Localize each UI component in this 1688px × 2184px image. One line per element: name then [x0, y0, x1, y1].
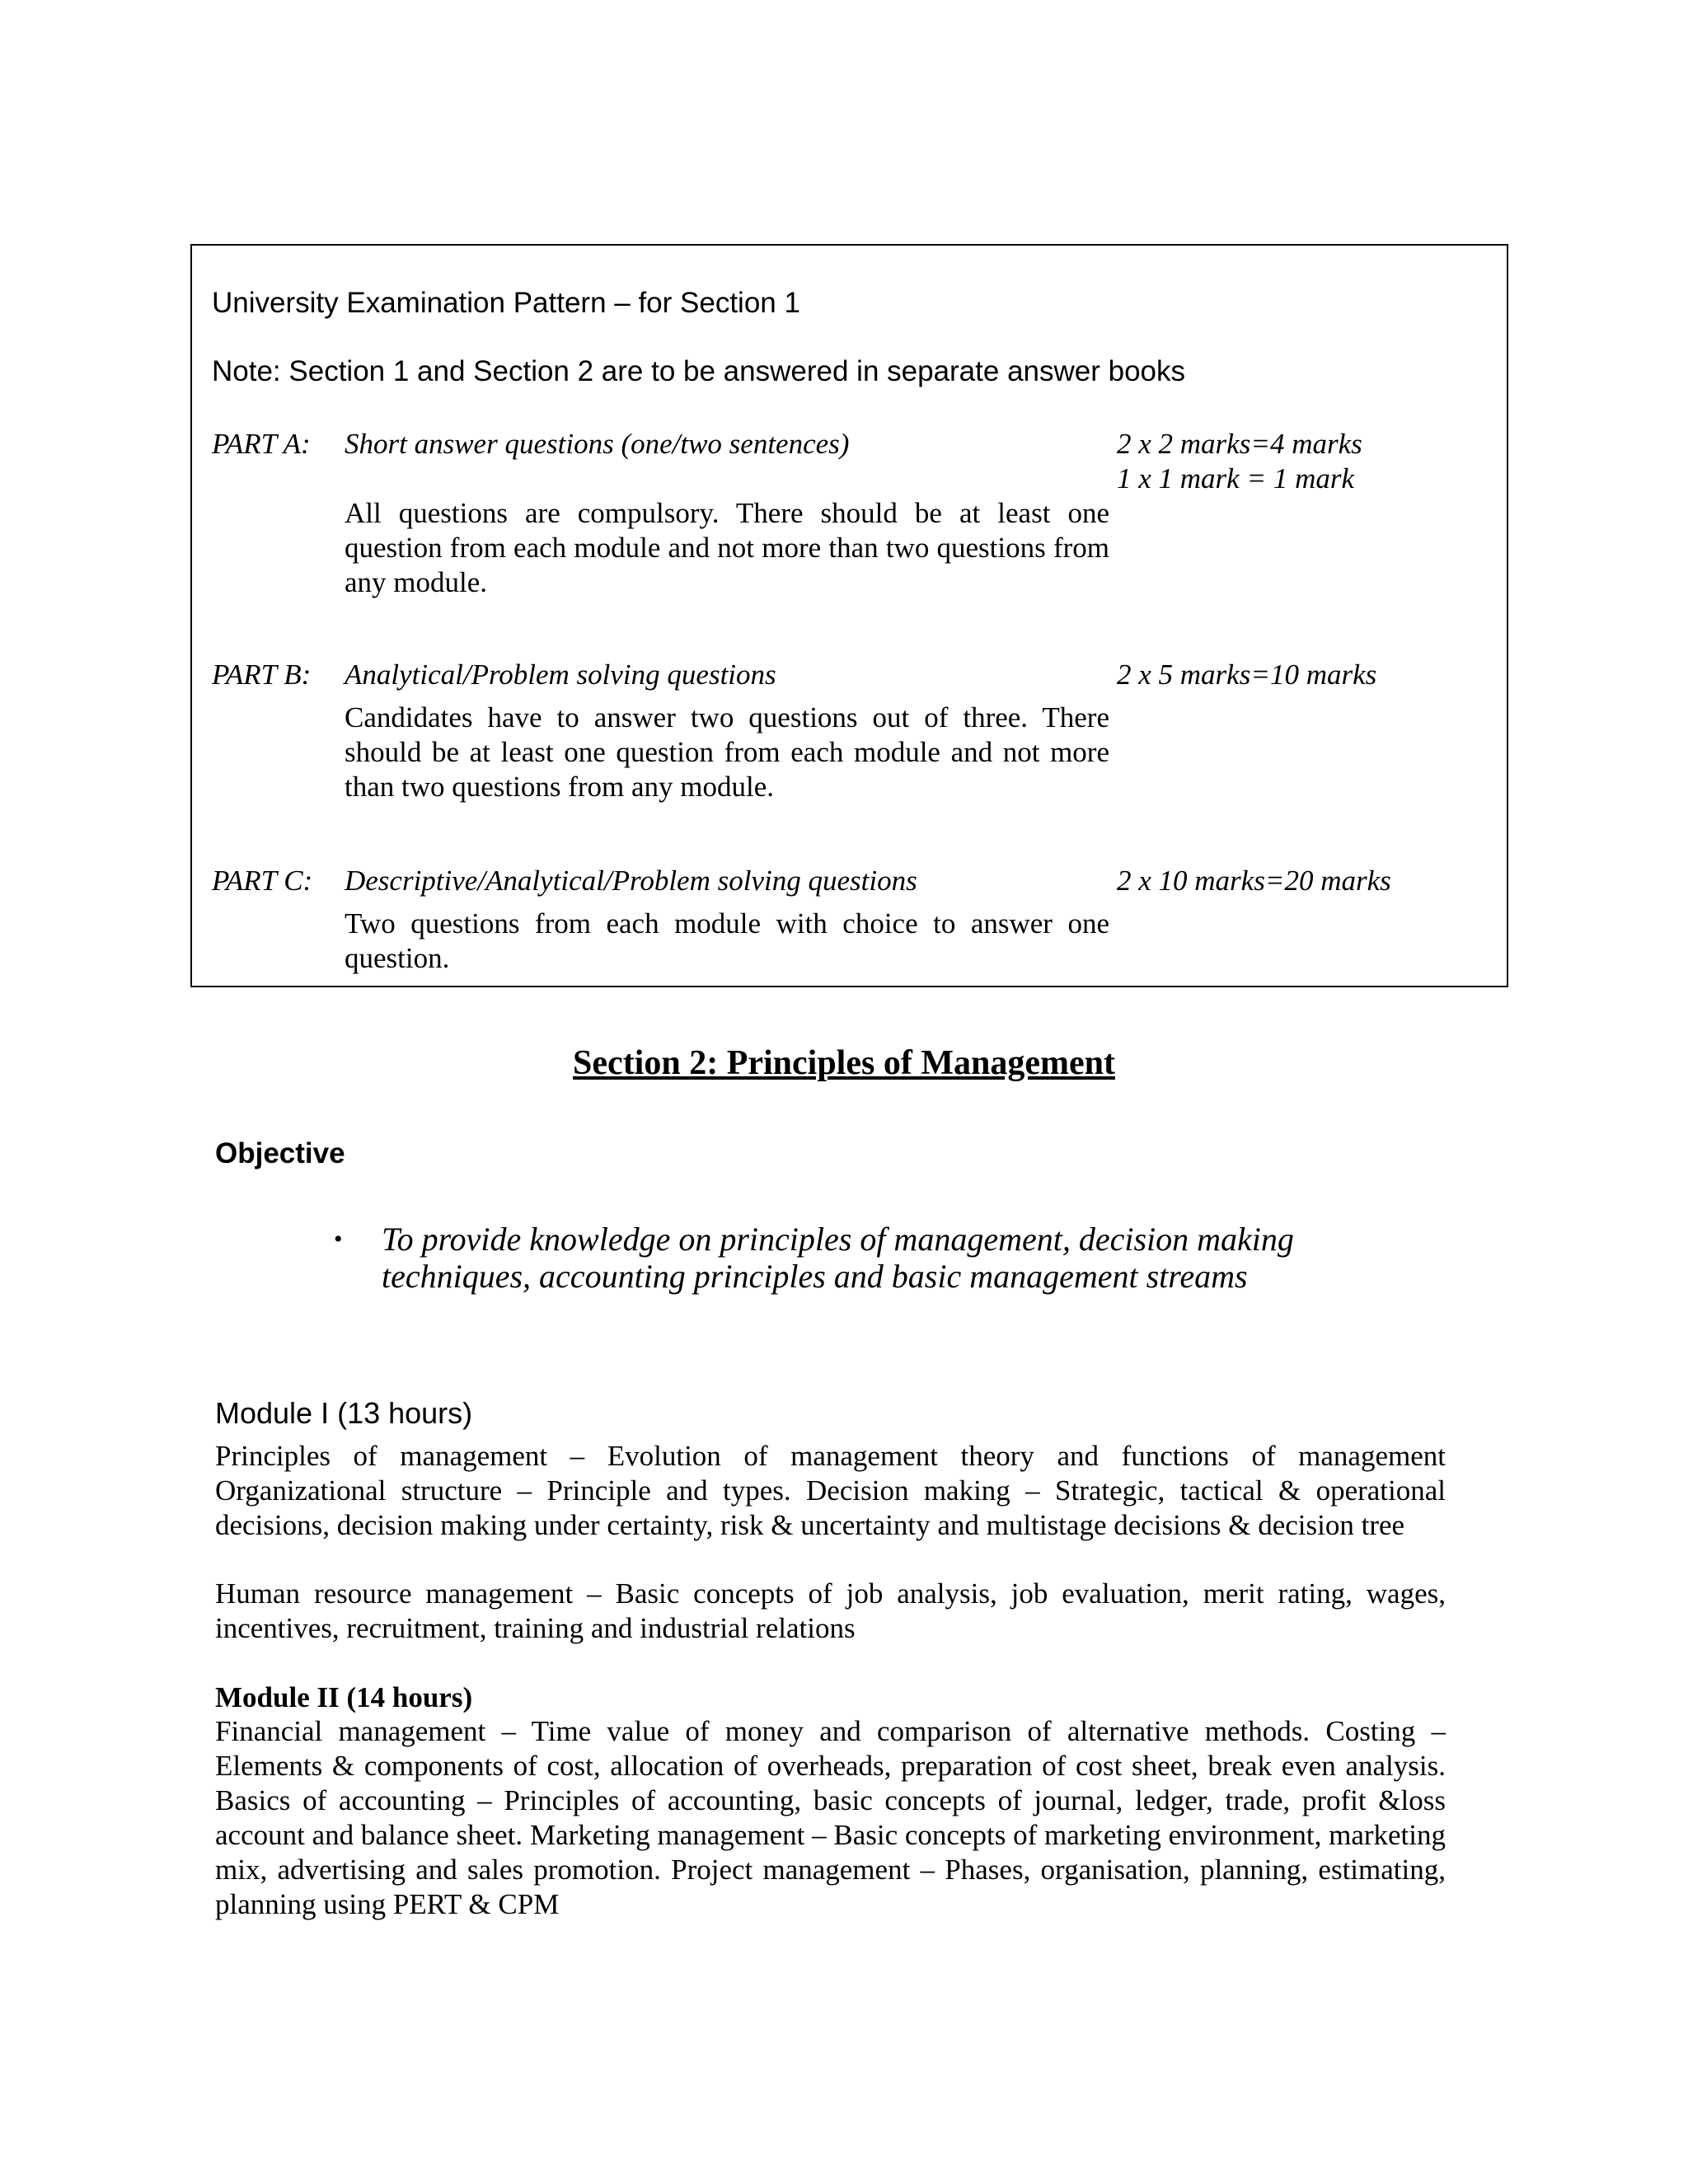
part-b-heading: Analytical/Problem solving questions — [345, 658, 776, 691]
module-2-paragraph-1: Financial management – Time value of money and comparison of alternative methods. Costing – Elements & components of cost, allocation of overheads, preparation of cost sheet, break even analysis. Basics of accounting – Principles of accounting, basic concepts of journal, ledger, trade, profit &loss account and balance sheet. Marketing management – Basic concepts of marketing environment, marketing mix, advertising and sales promotion. Project management – Phases, organisation, planning, estimating, planning using PERT & CPM — [215, 1715, 1446, 1920]
objective-item — [334, 1221, 1447, 1295]
section-title: Section 2: Principles of Management — [573, 1044, 1115, 1082]
exam-pattern-title: University Examination Pattern – for Section 1 — [212, 287, 800, 319]
exam-pattern-note: Note: Section 1 and Section 2 are to be answered in separate answer books — [212, 355, 1186, 387]
objective-list — [334, 1221, 1447, 1295]
part-a-marks-1: 2 x 2 marks=4 marks — [1117, 428, 1362, 460]
part-b-label: PART B: — [212, 658, 312, 691]
bullet-icon: • — [334, 1226, 343, 1253]
part-a-description: All questions are compulsory. There should be at least one question from each module and not more than two questions from any module. — [345, 497, 1109, 598]
module-1-heading: Module I (13 hours) — [215, 1396, 473, 1430]
exam-pattern-box — [190, 244, 1508, 987]
objective-heading: Objective — [215, 1137, 345, 1169]
part-a-heading: Short answer questions (one/two sentences) — [345, 428, 850, 460]
part-a-marks-2: 1 x 1 mark = 1 mark — [1117, 462, 1355, 494]
module-1-paragraph-2: Human resource management – Basic concepts of job analysis, job evaluation, merit rating, wages, incentives, recruitment, training and industrial relations — [215, 1577, 1446, 1644]
part-b-marks: 2 x 5 marks=10 marks — [1117, 658, 1377, 691]
part-c-heading: Descriptive/Analytical/Problem solving questions — [345, 865, 917, 897]
part-b-description: Candidates have to answer two questions out of three. There should be at least one question from each module and not more than two questions from any module. — [345, 701, 1109, 803]
module-1-paragraph-1: Principles of management – Evolution of management theory and functions of management Organizational structure – Principle and types. Decision making – Strategic, tactical & operational decisions, decision making under certainty, risk & uncertainty and multistage decisions & decision tree — [215, 1440, 1446, 1541]
part-c-description: Two questions from each module with choice to answer one question. — [345, 907, 1109, 974]
part-c-label: PART C: — [212, 865, 313, 897]
module-2-heading: Module II (14 hours) — [215, 1681, 473, 1713]
part-c-marks: 2 x 10 marks=20 marks — [1117, 865, 1391, 897]
objective-text: To provide knowledge on principles of management, decision making techniques, accounting principles and basic management streams — [382, 1221, 1294, 1295]
part-a-label: PART A: — [212, 428, 311, 460]
